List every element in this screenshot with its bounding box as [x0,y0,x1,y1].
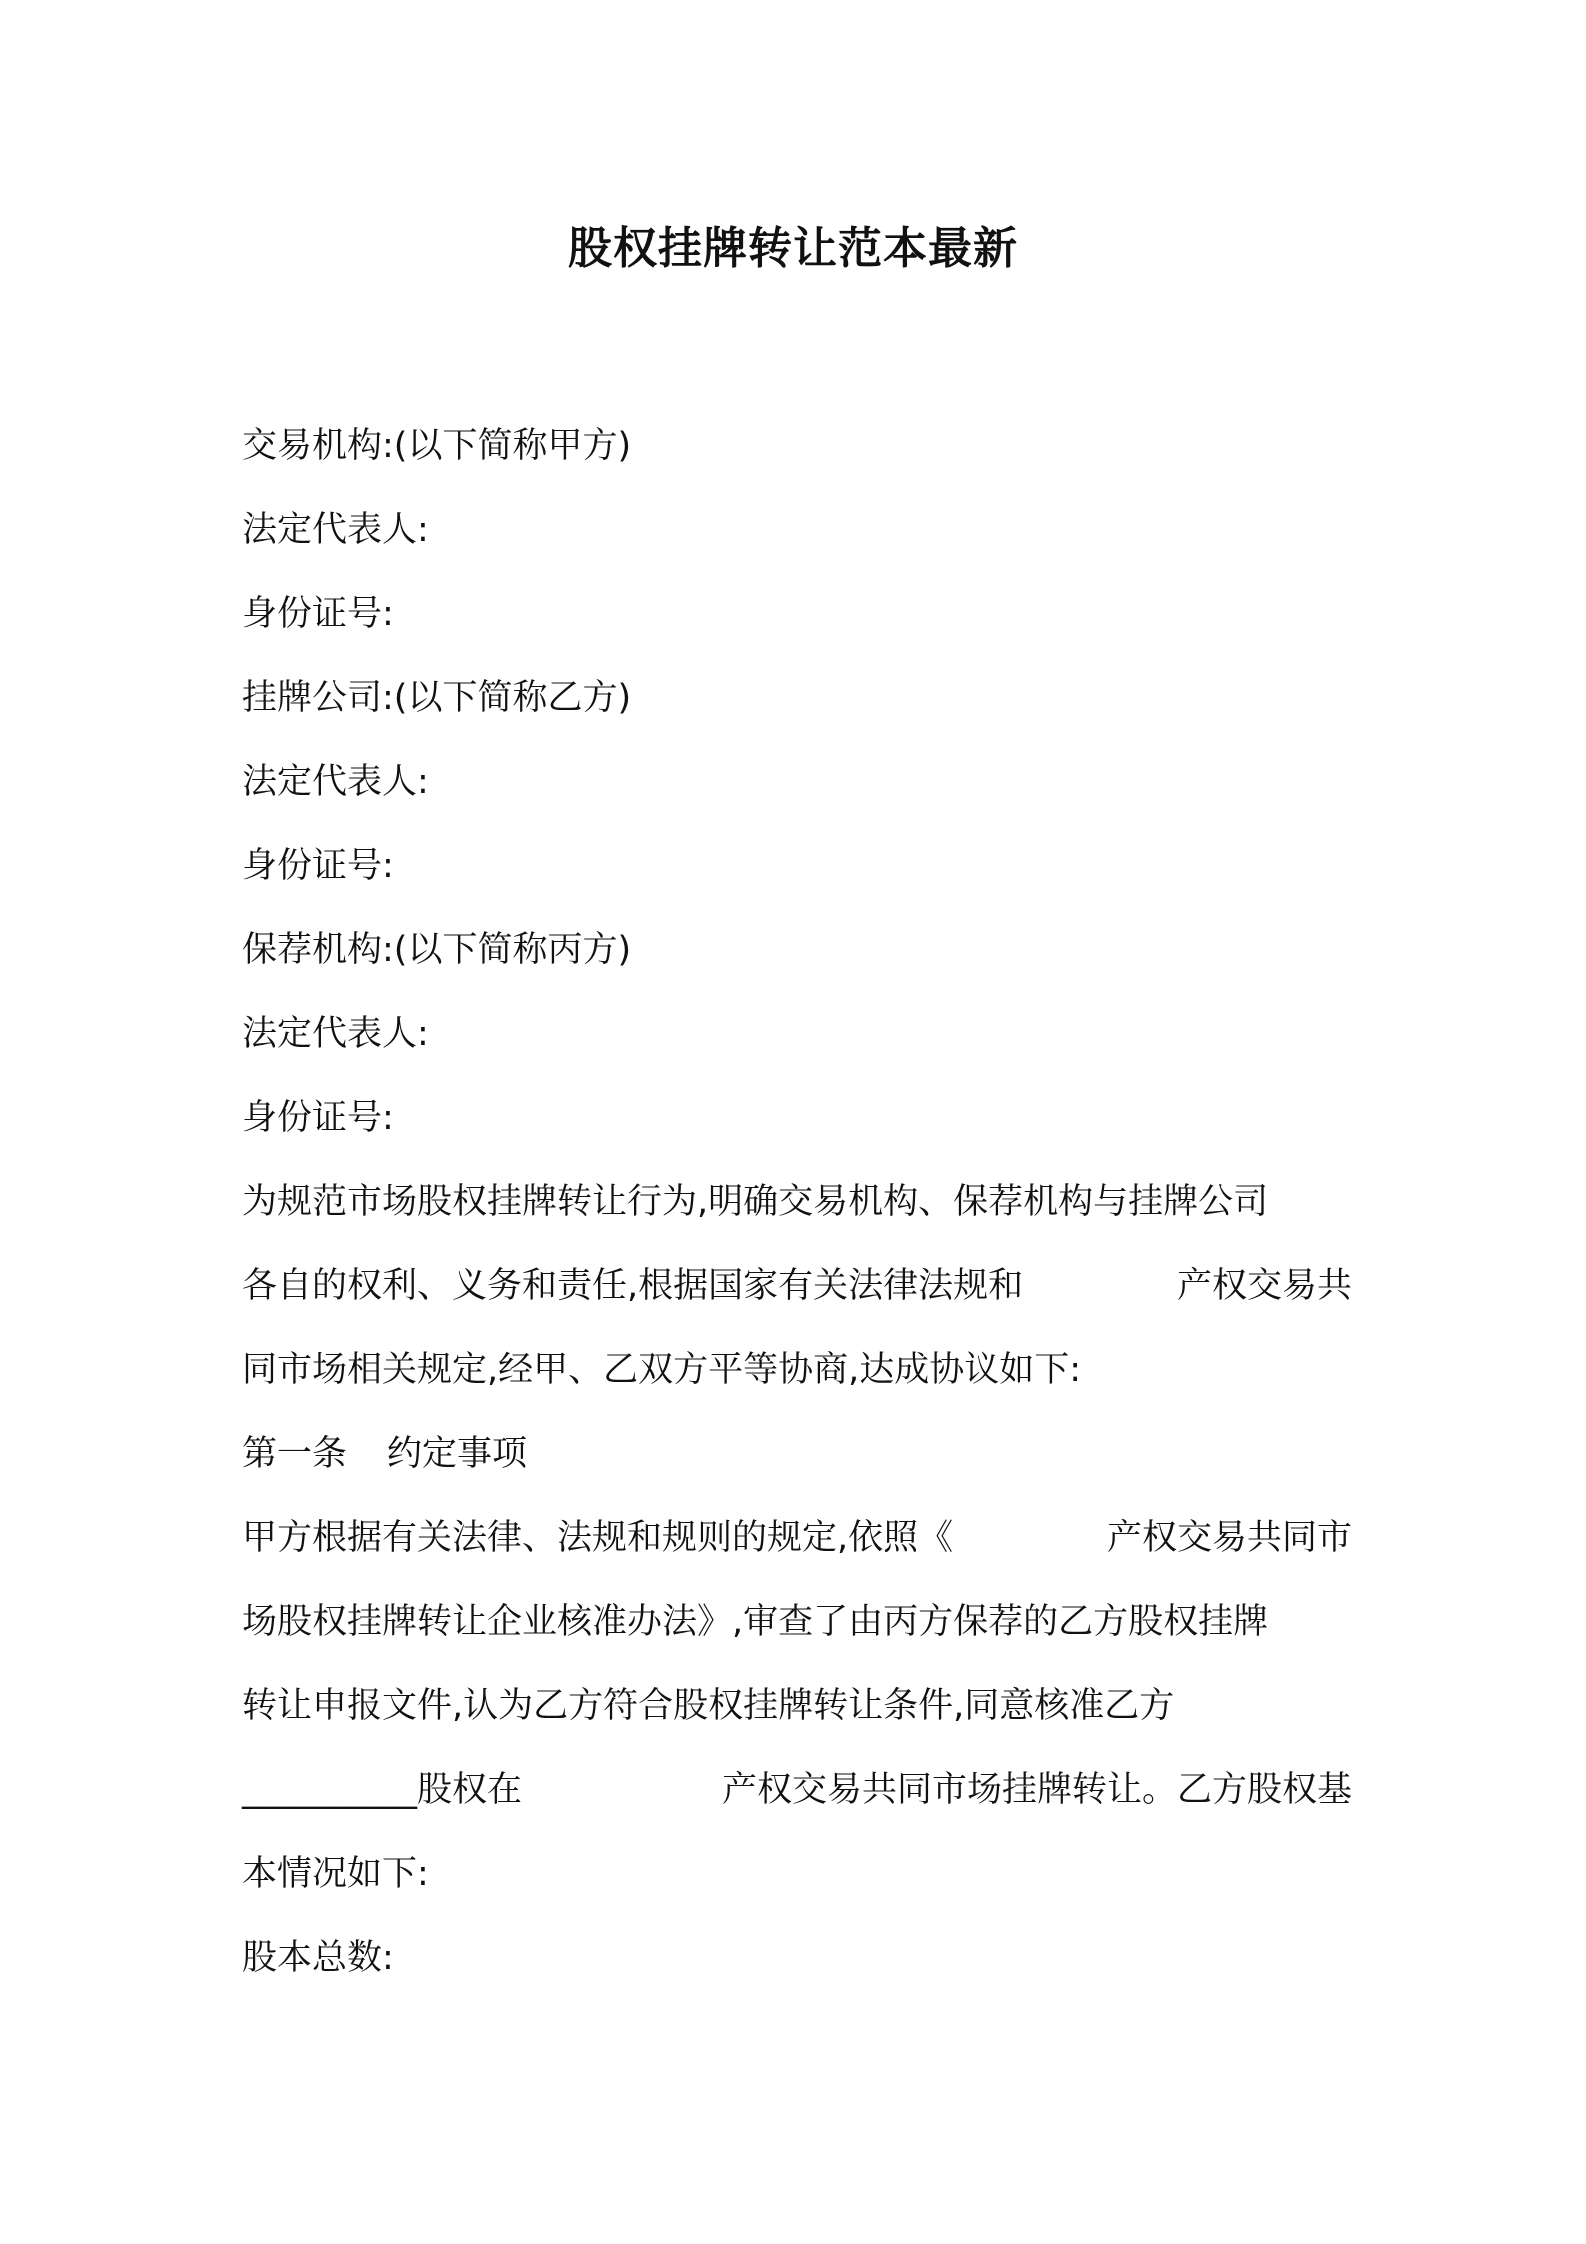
party-sponsor-representative: 法定代表人: [242,1014,429,1054]
document-body [242,404,1352,2000]
document-title: 股权挂牌转让范本最新 [568,223,1018,274]
party-exchange-representative: 法定代表人: [242,510,429,550]
party-sponsor: 保荐机构:(以下简称丙方) [242,930,632,970]
article-1-line-5: 本情况如下: [242,1854,429,1894]
article-1-line-6: 股本总数: [242,1938,394,1978]
article-1-line-4-end: 产权交易共同市场挂牌转让。乙方股权基 [721,1770,1352,1810]
article-1-line-1-start: 甲方根据有关法律、法规和规则的规定,依照《 [242,1518,954,1558]
preamble-line-2 [242,1244,1352,1328]
preamble-line-1: 为规范市场股权挂牌转让行为,明确交易机构、保荐机构与挂牌公司 [242,1182,1269,1222]
preamble-line-2-end: 产权交易共 [1176,1266,1352,1306]
article-1-title: 约定事项 [387,1434,528,1474]
party-listed-company-representative: 法定代表人: [242,762,429,802]
article-1-line-3: 转让申报文件,认为乙方符合股权挂牌转让条件,同意核准乙方 [242,1686,1175,1726]
article-1-number: 第一条 [242,1434,348,1474]
article-1-heading [242,1412,1352,1496]
article-1-line-4-start: __________股权在 [242,1770,523,1810]
article-1-line-4 [242,1748,1352,1832]
party-sponsor-id-number: 身份证号: [242,1098,394,1138]
article-1-line-1-end: 产权交易共同市 [1106,1518,1352,1558]
party-listed-company-id-number: 身份证号: [242,846,394,886]
party-exchange: 交易机构:(以下简称甲方) [242,426,632,466]
party-listed-company: 挂牌公司:(以下简称乙方) [242,678,632,718]
article-1-line-1 [242,1496,1352,1580]
preamble-line-2-start: 各自的权利、义务和责任,根据国家有关法律法规和 [242,1266,1024,1306]
preamble-line-3: 同市场相关规定,经甲、乙双方平等协商,达成协议如下: [242,1350,1082,1390]
party-exchange-id-number: 身份证号: [242,594,394,634]
article-1-line-2: 场股权挂牌转让企业核准办法》,审查了由丙方保荐的乙方股权挂牌 [242,1602,1269,1642]
